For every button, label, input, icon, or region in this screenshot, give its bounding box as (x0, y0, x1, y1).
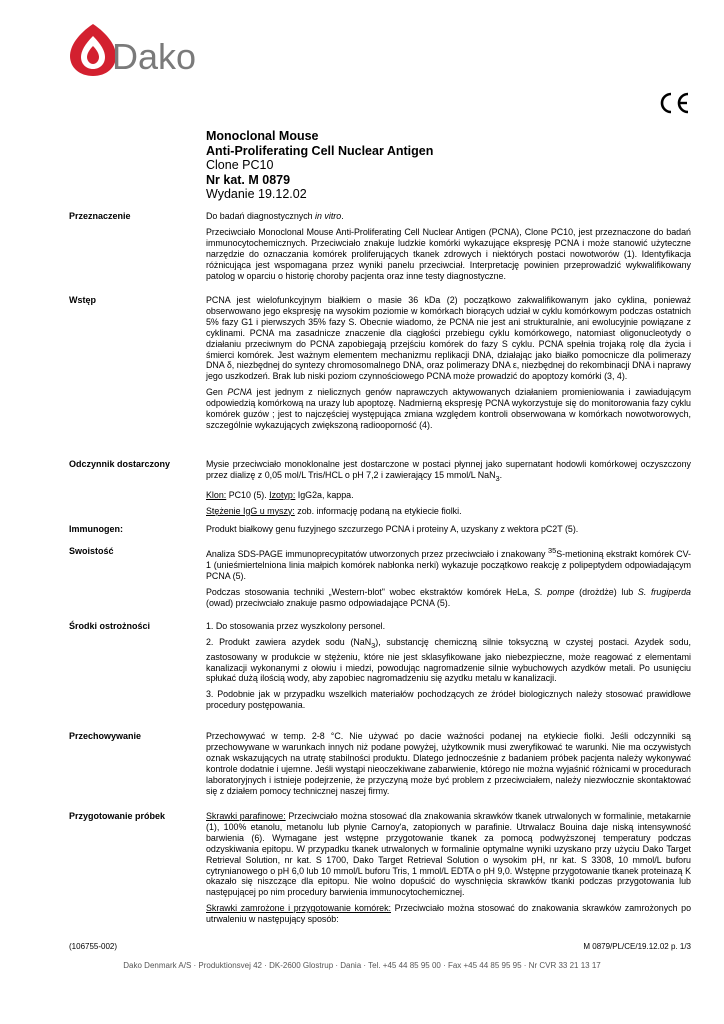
ce-mark-icon (657, 91, 691, 115)
header-line-2: Anti-Proliferating Cell Nuclear Antigen (206, 143, 434, 158)
section-label: Przygotowanie próbek (69, 811, 166, 821)
brand-name: Dako (112, 36, 197, 77)
section-label: Przechowywanie (69, 731, 142, 741)
paragraph: Gen PCNA jest jednym z nielicznych genów naprawczych aktywowanych działaniem promieniowania i zawiadującym odpowiedzią komórkową na urazy lub apoptozę. Nadmierną ekspresję PCNA wykorzystuje się do monitorowania fazy cyklu komórek guzów ; jest to najczęściej występująca zmiana względem kontroli obserwowana w komórkach nowotworowych, szczególnie wykazujących zwiększoną radiooporność (4). (206, 387, 691, 430)
document-code: (106755-002) (69, 942, 118, 951)
section-label: Swoistość (69, 546, 114, 556)
paragraph: Do badań diagnostycznych in vitro. (206, 211, 344, 221)
paragraph: 3. Podobnie jak w przypadku wszelkich materiałów pochodzących ze źródeł biologicznych należy stosować prawidłowe procedury postępowania. (206, 689, 691, 711)
section-body (206, 731, 691, 801)
paragraph: Skrawki zamrożone i przygotowanie komórek: Przeciwciało można stosować do znakowania skrawków zamrożonych po utrwaleniu w następujący sposób: (206, 903, 692, 925)
section-body (206, 621, 691, 716)
header-catalog-number: Nr kat. M 0879 (206, 172, 291, 187)
paragraph: PCNA jest wielofunkcyjnym białkiem o masie 36 kDa (2) początkowo zakwalifikowanym jako cyklina, ponieważ obserwowano jego ekspresję na wysokim poziomie w komórkach biorących udział w cyklu komórkowym podczas ostatnich 5% fazy G1 i pierwszych 35% fazy S. Obecnie wiadomo, że PCNA nie jest ani strukturalnie, ani ewolucyjnie powiązane z cyklinami. PCNA ma zasadnicze znaczenie dla ciągłości przebiegu cyklu komórkowego, natomiast oligonucleotydy o działaniu przeciwnym do PCNA zapobiegają przejściu komórek do fazy S cyklu. PCNA spełnia trojaką rolę dla życia i śmierci komórek. Jest ważnym elementem mechanizmu replikacji DNA, działając jako białko pomocnicze dla polimerazy DNA δ, niezbędnej do syntezy chromosomalnego DNA, oraz polimerazy DNA ε, niezbędnej do rekombinacji DNA i naprawy jego uszkodzeń. Brak lub niski poziom czynnościowego PCNA może prowadzić do apoptozy komórki (3, 4). (206, 295, 691, 382)
paragraph: Analiza SDS-PAGE immunoprecypitatów utworzonych przez przeciwciało i znakowany $^{35}$S-metioniną ekstrakt komórek CV-1 (unieśmiertelniona linia małpich komórek nabłonka nerki) wykazuje początkowo reakcję z polipeptydem odpowiadającym PCNA (5). (206, 546, 691, 581)
section-label: Środki ostrożności (69, 621, 151, 631)
section-label: Odczynnik dostarczony (69, 459, 171, 469)
section-body (206, 811, 691, 930)
paragraph: 1. Do stosowania przez wyszkolony personel. (206, 621, 386, 631)
page-reference: M 0879/PL/CE/19.12.02 p. 1/3 (583, 942, 691, 951)
header-edition: Wydanie 19.12.02 (206, 187, 307, 202)
section-label: Przeznaczenie (69, 211, 131, 221)
header-line-1: Monoclonal Mouse (206, 129, 319, 143)
paragraph: Mysie przeciwciało monoklonalne jest dostarczone w postaci płynnej jako supernatant hodowli komórkowej oczyszczony przez dializę z 0,05 mol/L Tris/HCL o pH 7,2 i zawierający 15 mmol/L NaN$_3$. (206, 459, 691, 483)
paragraph: Skrawki parafinowe: Przeciwciało można stosować dla znakowania skrawków tkanek utrwalonych w formalinie, metakarnie (1), 100% etanolu, metanolu lub płynie Carnoy'a, zatopionych w parafinie. Utrwalacz Bouina daje niską intensywność barwienia (6). Wymagane jest wstępne przygotowanie tkanek za pomocą podwyższonej temperatury podczas odzyskiwania epitopu. W przypadku tkanek utrwalonych w formalinie optymalne wyniki uzyskano przy użyciu Dako Target Retrieval Solution, nr kat. S 1700, Dako Target Retrieval Solution o wysokim pH, nr kat. S 3308, 10 mmol/L buforu cytrynianowego o pH 6,0 lub 10 mmol/L buforu Tris, 1 mmol/L EDTA o pH 9,0. Wstępne przygotowanie tkanek proteinazą K okazało się niszczące dla epitopu. Nie wolno dopuścić do wyschnięcia skrawków tkanki podczas przygotowania lub następującej po nim procedury barwienia immunocytochemicznej. (206, 811, 691, 898)
section-label: Immunogen: (69, 524, 123, 534)
paragraph: Klon: PC10 (5). Izotyp: IgG2a, kappa. (206, 489, 354, 500)
company-address: Dako Denmark A/S · Produktionsvej 42 · DK-2600 Glostrup · Dania · Tel. +45 44 85 95 00 · Fax +45 44 85 95 95 · Nr CVR 33 21 13 17 (123, 961, 601, 970)
product-header (206, 129, 433, 202)
section-body (206, 459, 691, 521)
section-body (206, 524, 691, 540)
section-body (206, 295, 691, 436)
section-body (206, 211, 691, 286)
section-body (206, 546, 691, 614)
header-clone: Clone PC10 (206, 158, 274, 173)
paragraph: Podczas stosowania techniki „Western-blot" wobec ekstraktów komórek HeLa, S. pompe (drożdże) lub S. frugiperda (owad) przeciwciało znakuje pasmo odpowiadające PCNA (5). (206, 586, 691, 608)
paragraph: 2. Produkt zawiera azydek sodu (NaN$_3$), substancję chemiczną silnie toksyczną w czystej postaci. Azydek sodu, zastosowany w produkcie w stężeniu, które nie jest sklasyfikowane jako niebezpieczne, może reagować z elementami kanalizacji wykonanymi z ołowiu i miedzi, powodując nagromadzenie silnie wybuchowych azydków metali. Po usunięciu spłukać dużą ilością wody, aby zapobiec nagromadzeniu się azydku metalu w kanalizacji. (206, 636, 691, 684)
paragraph: Przechowywać w temp. 2-8 °C. Nie używać po dacie ważności podanej na etykiecie fiolki. Jeśli odczynniki są przechowywane w warunkach innych niż podane powyżej, użytkownik musi zweryfikować te warunki. Nie ma oczywistych oznak wskazujących na utratę stabilności produktu. Dlatego jednocześnie z badaniem próbek pacjenta należy wykonywać kontrole dodatnie i ujemne. Jeśli wystąpi nieoczekiwane zabarwienie, którego nie można wyjaśnić różnicami w procedurach laboratoryjnych i istnieje podejrzenie, że przyczyną może być problem z przeciwciałem, należy niezwłocznie skontaktować się z działem pomocy technicznej naszej firmy. (206, 731, 691, 796)
paragraph: Produkt białkowy genu fuzyjnego szczurzego PCNA i proteiny A, uzyskany z wektora pC2T (5). (206, 524, 579, 534)
section-label: Wstęp (69, 295, 96, 305)
paragraph: Stężenie IgG u myszy: zob. informację podaną na etykiecie fiolki. (206, 505, 462, 516)
paragraph: Przeciwciało Monoclonal Mouse Anti-Proliferating Cell Nuclear Antigen (PCNA), Clone PC10, jest przeznaczone do badań immunocytochemicznych. Przeciwciało znakuje ludzkie komórki wykazujące ekspresję PCNA i może stanowić użyteczne narzędzie do oznaczania komórek proliferujących tkanek zdrowych i niektórych postaci nowotworów (1). Identyfikacja różnicująca jest wspomagana przez wyniki panelu przeciwciał. Interpretację powinien przeprowadzić wykwalifikowany patolog w oparciu o historię choroby pacjenta oraz inne testy diagnostyczne. (206, 226, 691, 281)
